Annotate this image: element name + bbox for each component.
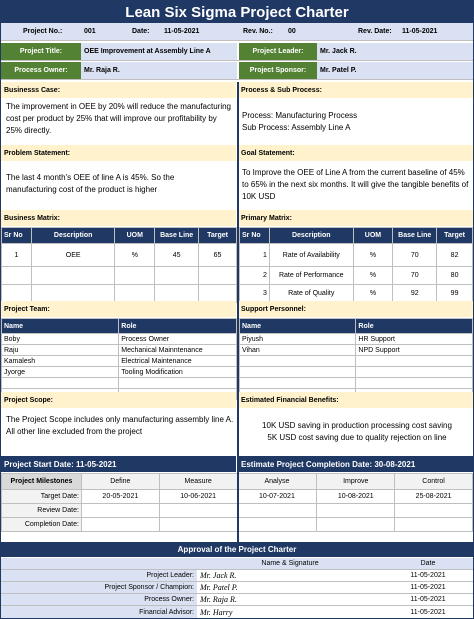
- table-row: [240, 367, 473, 378]
- cell-target: 80: [437, 267, 473, 285]
- process-text: [242, 110, 470, 134]
- scope-line-1: The Project Scope includes only manufacturing assembly line A.: [6, 415, 234, 424]
- primary-matrix-table: [239, 227, 473, 303]
- scope-text: [6, 414, 234, 438]
- project-start-date: Project Start Date: 11-05-2021: [1, 456, 236, 472]
- problem-text: The last 4 month's OEE of line A is 45%. So the manufacturing cost of the product is higher: [6, 173, 175, 194]
- project-no-value: 001: [84, 28, 96, 35]
- table-row: [240, 334, 473, 345]
- cell-improve: 10-08-2021: [317, 490, 395, 504]
- approval-row: [1, 570, 473, 582]
- project-leader-label: Project Leader:: [239, 43, 317, 60]
- cell-base-line: 92: [393, 285, 437, 303]
- table-row: [2, 367, 237, 378]
- col-target: Target: [437, 228, 473, 244]
- col-uom: UOM: [353, 228, 393, 244]
- goal-text: To Improve the OEE of Line A from the current baseline of 45% to 65% in the next six months. It will give the tangible benefits of 10K USD: [242, 168, 469, 201]
- sub-process-line: Sub Process: Assembly Line A: [242, 123, 351, 132]
- benefits-text: [241, 420, 473, 444]
- rev-no-label: Rev. No.:: [243, 28, 273, 35]
- project-title-value: OEE Improvement at Assembly Line A: [81, 43, 237, 60]
- goal-heading: Goal Statement:: [238, 145, 473, 161]
- approval-signature: Mr. Harry: [197, 606, 383, 618]
- approval-role: Process Owner:: [144, 596, 194, 603]
- project-team-heading: Project Team:: [1, 301, 236, 317]
- business-matrix-heading: Business Matrix:: [1, 210, 236, 226]
- process-heading: Process & Sub Process:: [238, 82, 473, 98]
- cell-sr-no: 1: [240, 244, 270, 267]
- problem-heading: Problem Statement:: [1, 145, 236, 161]
- project-sponsor-value: Mr. Patel P.: [317, 62, 473, 79]
- table-row: [2, 378, 237, 389]
- cell-role: Electrical Maintenance: [119, 356, 237, 367]
- col-improve: Improve: [317, 474, 395, 490]
- approval-role: Project Sponsor / Champion:: [104, 584, 194, 591]
- col-name-signature: Name & Signature: [261, 560, 319, 567]
- approval-role: Project Leader:: [146, 572, 194, 579]
- cell-role: Process Owner: [119, 334, 237, 345]
- column-divider: [237, 82, 239, 542]
- table-row: [2, 345, 237, 356]
- date-label: Date:: [132, 28, 150, 35]
- cell-name: Vihan: [240, 345, 356, 356]
- approval-row: [1, 606, 473, 618]
- team-header: [2, 319, 237, 334]
- col-base-line: Base Line: [155, 228, 199, 244]
- row-label-target: Target Date:: [2, 490, 82, 504]
- support-personnel-table: [239, 318, 473, 400]
- cell-analyse: 10-07-2021: [237, 490, 317, 504]
- cell-name: Piyush: [240, 334, 356, 345]
- approval-date: 11-05-2021: [383, 594, 473, 605]
- cell-control: 25-08-2021: [395, 490, 473, 504]
- col-role: Role: [119, 319, 237, 334]
- col-name: Name: [2, 319, 119, 334]
- primary-matrix-heading: Primary Matrix:: [238, 210, 473, 226]
- approval-date: 11-05-2021: [383, 570, 473, 581]
- col-date: Date: [420, 560, 436, 567]
- project-team-table: [1, 318, 237, 400]
- col-sr-no: Sr No: [2, 228, 32, 244]
- info-row-1: [1, 43, 473, 61]
- support-personnel-heading: Support Personnel:: [238, 301, 473, 317]
- cell-sr-no: 3: [240, 285, 270, 303]
- cell-name: Boby: [2, 334, 119, 345]
- business-case-text: The improvement in OEE by 20% will reduce the manufacturing cost per product by 25% that will improve our profitability by 25% directly.: [6, 102, 231, 135]
- project-leader-value: Mr. Jack R.: [317, 43, 473, 60]
- approval-signature: Mr. Raja R.: [197, 594, 383, 605]
- cell-measure: 10-06-2021: [159, 490, 237, 504]
- approval-date: 11-05-2021: [383, 606, 473, 618]
- cell-name: Raju: [2, 345, 119, 356]
- table-row: [2, 334, 237, 345]
- approval-header: [1, 558, 473, 570]
- financial-benefits-heading: Estimated Financial Benefits:: [238, 392, 473, 408]
- info-row-2: [1, 62, 473, 80]
- col-role: Role: [356, 319, 473, 334]
- col-measure: Measure: [159, 474, 237, 490]
- cell-base-line: 70: [393, 267, 437, 285]
- header-row: [1, 23, 473, 41]
- business-matrix-table: [1, 227, 237, 303]
- cell-description: Rate of Quality: [269, 285, 353, 303]
- approval-role: Financial Advisor:: [139, 608, 194, 616]
- cell-name: Kamalesh: [2, 356, 119, 367]
- rev-no-value: 00: [288, 28, 296, 35]
- col-milestones: Project Milestones: [2, 474, 82, 490]
- table-row: [240, 378, 473, 389]
- cell-target: 99: [437, 285, 473, 303]
- col-base-line: Base Line: [393, 228, 437, 244]
- support-header: [240, 319, 473, 334]
- col-name: Name: [240, 319, 356, 334]
- col-control: Control: [395, 474, 473, 490]
- project-sponsor-label: Project Sponsor:: [239, 62, 317, 79]
- approval-title: Approval of the Project Charter: [1, 542, 473, 557]
- cell-uom: %: [353, 244, 393, 267]
- cell-uom: %: [353, 285, 393, 303]
- project-completion-date: Estimate Project Completion Date: 30-08-2021: [238, 456, 473, 472]
- cell-description: OEE: [31, 244, 115, 267]
- primary-matrix-header: [240, 228, 473, 244]
- table-row: [240, 285, 473, 303]
- cell-sr-no: 2: [240, 267, 270, 285]
- cell-name: Jyorge: [2, 367, 119, 378]
- col-description: Description: [269, 228, 353, 244]
- cell-define: 20-05-2021: [81, 490, 159, 504]
- row-label-review: Review Date:: [2, 504, 82, 518]
- cell-role: Mechanical Mainntenance: [119, 345, 237, 356]
- rev-date-label: Rev. Date:: [358, 28, 392, 35]
- cell-sr-no: 1: [2, 244, 32, 267]
- col-sr-no: Sr No: [240, 228, 270, 244]
- row-label-completion: Completion Date:: [2, 518, 82, 532]
- approval-signature: Mr. Jack R.: [197, 570, 383, 581]
- approval-row: [1, 594, 473, 606]
- benefit-line-2: 5K USD cost saving due to quality rejection on line: [267, 433, 447, 442]
- business-case-heading: Businesss Case:: [1, 82, 236, 98]
- table-row: [240, 345, 473, 356]
- process-owner-value: Mr. Raja R.: [81, 62, 237, 79]
- table-row: [240, 267, 473, 285]
- project-no-label: Project No.:: [23, 28, 63, 35]
- project-scope-heading: Project Scope:: [1, 392, 236, 408]
- table-row: [2, 244, 237, 267]
- table-row: [240, 356, 473, 367]
- business-matrix-header: [2, 228, 237, 244]
- approval-row: [1, 582, 473, 594]
- cell-role: HR Support: [356, 334, 473, 345]
- approval-date: 11-05-2021: [383, 582, 473, 593]
- table-row: [2, 285, 237, 303]
- table-row: [2, 356, 237, 367]
- rev-date-value: 11-05-2021: [402, 28, 438, 35]
- cell-target: 82: [437, 244, 473, 267]
- table-row: [240, 244, 473, 267]
- col-description: Description: [31, 228, 115, 244]
- col-target: Target: [199, 228, 237, 244]
- approval-signature: Mr. Patel P.: [197, 582, 383, 593]
- col-define: Define: [81, 474, 159, 490]
- table-row: [2, 267, 237, 285]
- process-line: Process: Manufacturing Process: [242, 111, 358, 120]
- cell-role: NPD Support: [356, 345, 473, 356]
- cell-uom: %: [353, 267, 393, 285]
- cell-target: 65: [199, 244, 237, 267]
- cell-description: Rate of Performance: [269, 267, 353, 285]
- process-owner-label: Process Owner:: [1, 62, 81, 79]
- cell-description: Rate of Availability: [269, 244, 353, 267]
- col-analyse: Analyse: [237, 474, 317, 490]
- scope-line-2: All other line excluded from the project: [6, 427, 143, 436]
- benefit-line-1: 10K USD saving in production processing cost saving: [262, 421, 452, 430]
- cell-role: Tooling Modification: [119, 367, 237, 378]
- page-title: Lean Six Sigma Project Charter: [1, 1, 473, 23]
- date-value: 11-05-2021: [164, 28, 200, 35]
- cell-base-line: 45: [155, 244, 199, 267]
- col-uom: UOM: [115, 228, 155, 244]
- cell-uom: %: [115, 244, 155, 267]
- cell-base-line: 70: [393, 244, 437, 267]
- project-title-label: Project Title:: [1, 43, 81, 60]
